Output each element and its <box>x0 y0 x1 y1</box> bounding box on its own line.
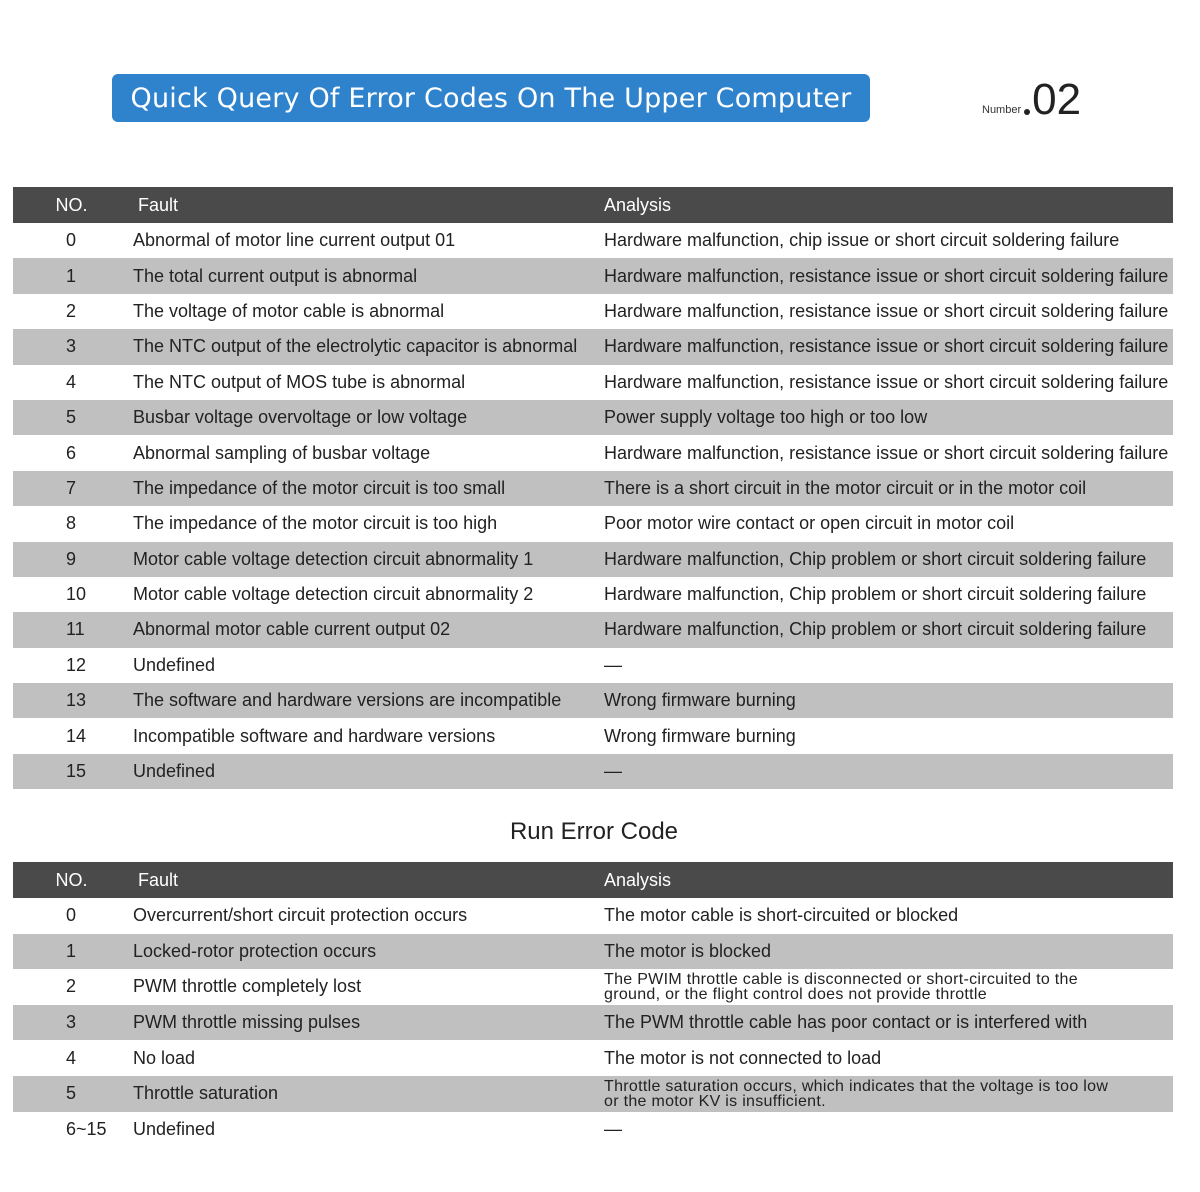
page-number-label: Number <box>982 104 1022 116</box>
table-row <box>13 648 1173 683</box>
cell-analysis: There is a short circuit in the motor circuit or in the motor coil <box>601 471 1173 506</box>
table-row <box>13 612 1173 647</box>
analysis-line: ground, or the flight control does not provide throttle <box>604 985 987 1003</box>
cell-analysis: Hardware malfunction, Chip problem or short circuit soldering failure <box>601 612 1173 647</box>
cell-analysis: — <box>601 1112 1173 1148</box>
cell-no: 11 <box>13 612 130 647</box>
cell-no: 9 <box>13 542 130 577</box>
cell-analysis: Power supply voltage too high or too low <box>601 400 1173 435</box>
header-analysis: Analysis <box>601 862 1173 898</box>
table-row <box>13 934 1173 970</box>
cell-fault: The impedance of the motor circuit is too small <box>130 471 601 506</box>
run-error-table <box>13 862 1173 1147</box>
cell-analysis: Hardware malfunction, resistance issue or short circuit soldering failure <box>601 258 1173 293</box>
table-row <box>13 329 1173 364</box>
cell-analysis: Hardware malfunction, resistance issue or short circuit soldering failure <box>601 365 1173 400</box>
banner-title: Quick Query Of Error Codes On The Upper Computer <box>130 82 852 114</box>
cell-analysis: The motor cable is short-circuited or blocked <box>601 898 1173 934</box>
table-row <box>13 294 1173 329</box>
cell-fault: The software and hardware versions are incompatible <box>130 683 601 718</box>
cell-fault: Abnormal motor cable current output 02 <box>130 612 601 647</box>
cell-fault: The NTC output of MOS tube is abnormal <box>130 365 601 400</box>
cell-fault: Motor cable voltage detection circuit abnormality 1 <box>130 542 601 577</box>
table-row <box>13 718 1173 753</box>
analysis-line: Throttle saturation occurs, which indicates that the voltage is too low <box>604 1077 1109 1095</box>
cell-analysis: Hardware malfunction, Chip problem or short circuit soldering failure <box>601 542 1173 577</box>
title-banner <box>112 74 870 122</box>
cell-no: 12 <box>13 648 130 683</box>
cell-analysis: — <box>601 648 1173 683</box>
cell-fault: The NTC output of the electrolytic capacitor is abnormal <box>130 329 601 364</box>
run-error-title: Run Error Code <box>509 818 679 845</box>
cell-no: 8 <box>13 506 130 541</box>
cell-no: 3 <box>13 1005 130 1041</box>
cell-no: 4 <box>13 365 130 400</box>
cell-fault: Busbar voltage overvoltage or low voltage <box>130 400 601 435</box>
cell-fault: The voltage of motor cable is abnormal <box>130 294 601 329</box>
page-number-value: 02 <box>1032 75 1082 124</box>
table-row <box>13 1112 1173 1148</box>
cell-fault: Abnormal sampling of busbar voltage <box>130 435 601 470</box>
cell-no: 1 <box>13 934 130 970</box>
cell-analysis: Wrong firmware burning <box>601 718 1173 753</box>
cell-analysis: The motor is blocked <box>601 934 1173 970</box>
cell-fault: Throttle saturation <box>130 1076 601 1112</box>
cell-analysis: Wrong firmware burning <box>601 683 1173 718</box>
table-row <box>13 400 1173 435</box>
cell-no: 1 <box>13 258 130 293</box>
error-code-table <box>13 187 1173 789</box>
table-row <box>13 754 1173 789</box>
table-row <box>13 471 1173 506</box>
cell-no: 4 <box>13 1040 130 1076</box>
table-row <box>13 365 1173 400</box>
cell-no: 5 <box>13 400 130 435</box>
cell-no: 6 <box>13 435 130 470</box>
table-row <box>13 506 1173 541</box>
cell-analysis: Hardware malfunction, Chip problem or short circuit soldering failure <box>601 577 1173 612</box>
cell-no: 6~15 <box>13 1112 130 1148</box>
cell-analysis: Hardware malfunction, chip issue or short circuit soldering failure <box>601 223 1173 258</box>
table-row <box>13 223 1173 258</box>
cell-fault: Undefined <box>130 754 601 789</box>
header-analysis: Analysis <box>601 187 1173 223</box>
dot-icon <box>1024 109 1030 115</box>
header-no: NO. <box>13 187 130 223</box>
cell-analysis: — <box>601 754 1173 789</box>
cell-no: 10 <box>13 577 130 612</box>
table-header <box>13 187 1173 223</box>
cell-no: 0 <box>13 898 130 934</box>
cell-analysis: Hardware malfunction, resistance issue or short circuit soldering failure <box>601 294 1173 329</box>
cell-fault: The total current output is abnormal <box>130 258 601 293</box>
page-number <box>982 74 1081 122</box>
cell-fault: No load <box>130 1040 601 1076</box>
cell-fault: Undefined <box>130 648 601 683</box>
cell-no: 7 <box>13 471 130 506</box>
cell-no: 2 <box>13 969 130 1005</box>
cell-analysis: Poor motor wire contact or open circuit in motor coil <box>601 506 1173 541</box>
header-fault: Fault <box>130 862 601 898</box>
header-fault: Fault <box>130 187 601 223</box>
cell-fault: Locked-rotor protection occurs <box>130 934 601 970</box>
cell-analysis <box>601 1076 1173 1112</box>
cell-fault: Incompatible software and hardware versions <box>130 718 601 753</box>
cell-no: 14 <box>13 718 130 753</box>
cell-no: 5 <box>13 1076 130 1112</box>
cell-fault: Overcurrent/short circuit protection occurs <box>130 898 601 934</box>
analysis-line: or the motor KV is insufficient. <box>604 1092 826 1110</box>
cell-fault: The impedance of the motor circuit is too high <box>130 506 601 541</box>
cell-analysis: Hardware malfunction, resistance issue or short circuit soldering failure <box>601 329 1173 364</box>
cell-fault: Undefined <box>130 1112 601 1148</box>
cell-fault: PWM throttle completely lost <box>130 969 601 1005</box>
cell-analysis: Hardware malfunction, resistance issue or short circuit soldering failure <box>601 435 1173 470</box>
table-row <box>13 1005 1173 1041</box>
analysis-line: The PWIM throttle cable is disconnected or short-circuited to the <box>604 970 1078 988</box>
cell-fault: Abnormal of motor line current output 01 <box>130 223 601 258</box>
table-row <box>13 542 1173 577</box>
cell-no: 0 <box>13 223 130 258</box>
cell-analysis: The motor is not connected to load <box>601 1040 1173 1076</box>
table-row <box>13 577 1173 612</box>
table-row <box>13 969 1173 1005</box>
header-no: NO. <box>13 862 130 898</box>
cell-no: 2 <box>13 294 130 329</box>
table-row <box>13 1076 1173 1112</box>
cell-analysis: The PWM throttle cable has poor contact or is interfered with <box>601 1005 1173 1041</box>
table-row <box>13 683 1173 718</box>
cell-fault: PWM throttle missing pulses <box>130 1005 601 1041</box>
table-header <box>13 862 1173 898</box>
cell-fault: Motor cable voltage detection circuit abnormality 2 <box>130 577 601 612</box>
table-row <box>13 898 1173 934</box>
table-row <box>13 1040 1173 1076</box>
cell-no: 13 <box>13 683 130 718</box>
cell-no: 3 <box>13 329 130 364</box>
table-row <box>13 435 1173 470</box>
cell-no: 15 <box>13 754 130 789</box>
cell-analysis <box>601 969 1173 1005</box>
table-row <box>13 258 1173 293</box>
